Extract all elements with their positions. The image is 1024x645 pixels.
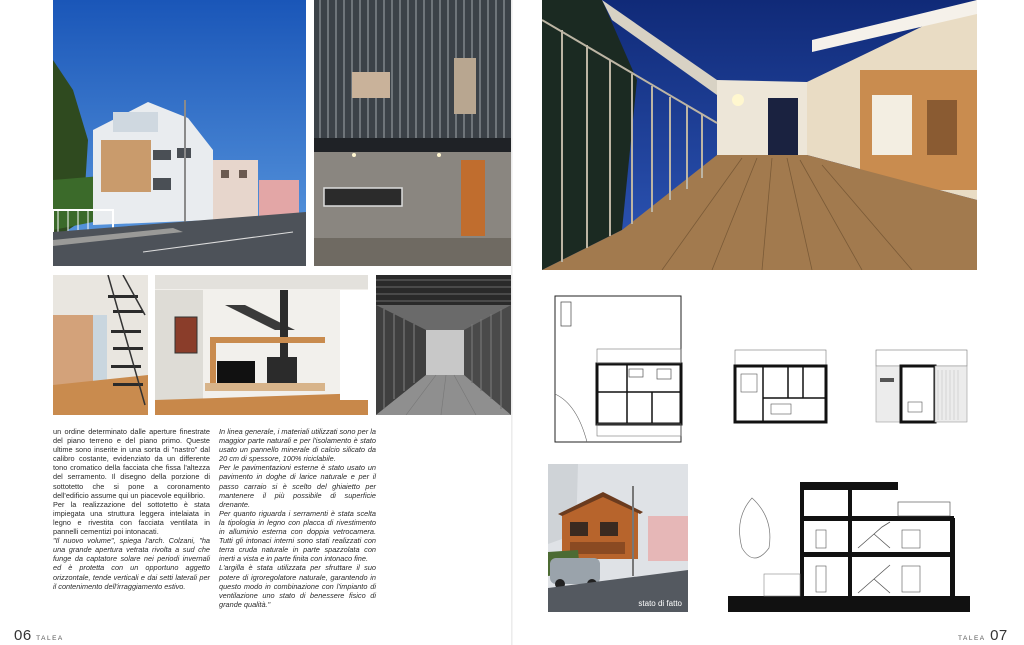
floor-plan-first bbox=[733, 348, 828, 426]
floor-plan-attic bbox=[874, 348, 969, 426]
paragraph: un ordine determinato dalle aperture finestrate del piano terreno e del piano primo. Queste ultime sono inserite in una sorta di "nastro" dal calibro costante, evidenziato da un differente tono cromatico della facciata che fissa l'altezza del serramento. Il disegno della porzione di sottotetto che si pone a coronamento dell'edificio assume qui un piacevole equilibrio. bbox=[53, 427, 210, 500]
paragraph: Per la realizzazione del sottotetto è stata impiegata una struttura leggera intelaiata in legno e rivestita con facciata ventilata in pannelli cementizi poi intonacati. bbox=[53, 499, 210, 537]
page-number: 06 bbox=[14, 627, 32, 644]
page-gutter bbox=[511, 0, 513, 645]
right-folio bbox=[958, 627, 1008, 645]
photo-corridor-bw bbox=[376, 275, 511, 415]
magazine-logo: TALEA bbox=[36, 635, 64, 642]
article-column-1 bbox=[53, 427, 210, 591]
page-number: 07 bbox=[990, 627, 1008, 644]
photo-exterior-street bbox=[53, 0, 306, 266]
magazine-logo: TALEA bbox=[958, 635, 986, 642]
section-drawing bbox=[724, 478, 972, 614]
photo-facade-slats bbox=[314, 0, 511, 266]
paragraph: L'argilla è stata utilizzata per sfruttare il suo potere di igroregolatore naturale, garantendo in questo modo in combinazione con l'impianto di ventilazione uno stato di benessere fisico di grande qualità." bbox=[219, 563, 376, 609]
floor-plan-ground bbox=[547, 294, 683, 446]
photo-terrace-night bbox=[542, 0, 977, 270]
photo-caption: stato di fatto bbox=[638, 599, 682, 608]
left-folio bbox=[14, 627, 64, 645]
paragraph: In linea generale, i materiali utilizzati sono per la maggior parte naturali e per l'isolamento è stato usato un pannello minerale di calcio silicato da 20 cm di spessore, 100% riciclabile. bbox=[219, 427, 376, 464]
paragraph: "Il nuovo volume", spiega l'arch. Colzani, "ha una grande apertura vetrata rivolta a sud che funge da captatore solare nei periodi invernali ed è protetta con un opportuno aggetto orizzontale, tende verticali e dai setti laterali per il contenimento dell'irraggiamento estivo. bbox=[53, 536, 210, 591]
photo-interior-stairs bbox=[53, 275, 148, 415]
paragraph: Per le pavimentazioni esterne è stato usato un pavimento in doghe di larice naturale e per il passo carraio si è scelto del ghiaietto per mantenere il più possibile di superficie drenante. bbox=[219, 463, 376, 509]
photo-stato-di-fatto bbox=[548, 464, 688, 612]
paragraph: Per quanto riguarda i serramenti è stata scelta la tipologia in legno con placca di rivestimento in alluminio esterna con doppia vetrocamera. Tutti gli intonaci interni sono stati realizzati con terra cruda naturale in parte spazzolata con inerti a vista e in parte finita con intonaco fine. bbox=[219, 508, 376, 564]
photo-interior-living bbox=[155, 275, 368, 415]
article-column-2 bbox=[219, 427, 376, 609]
